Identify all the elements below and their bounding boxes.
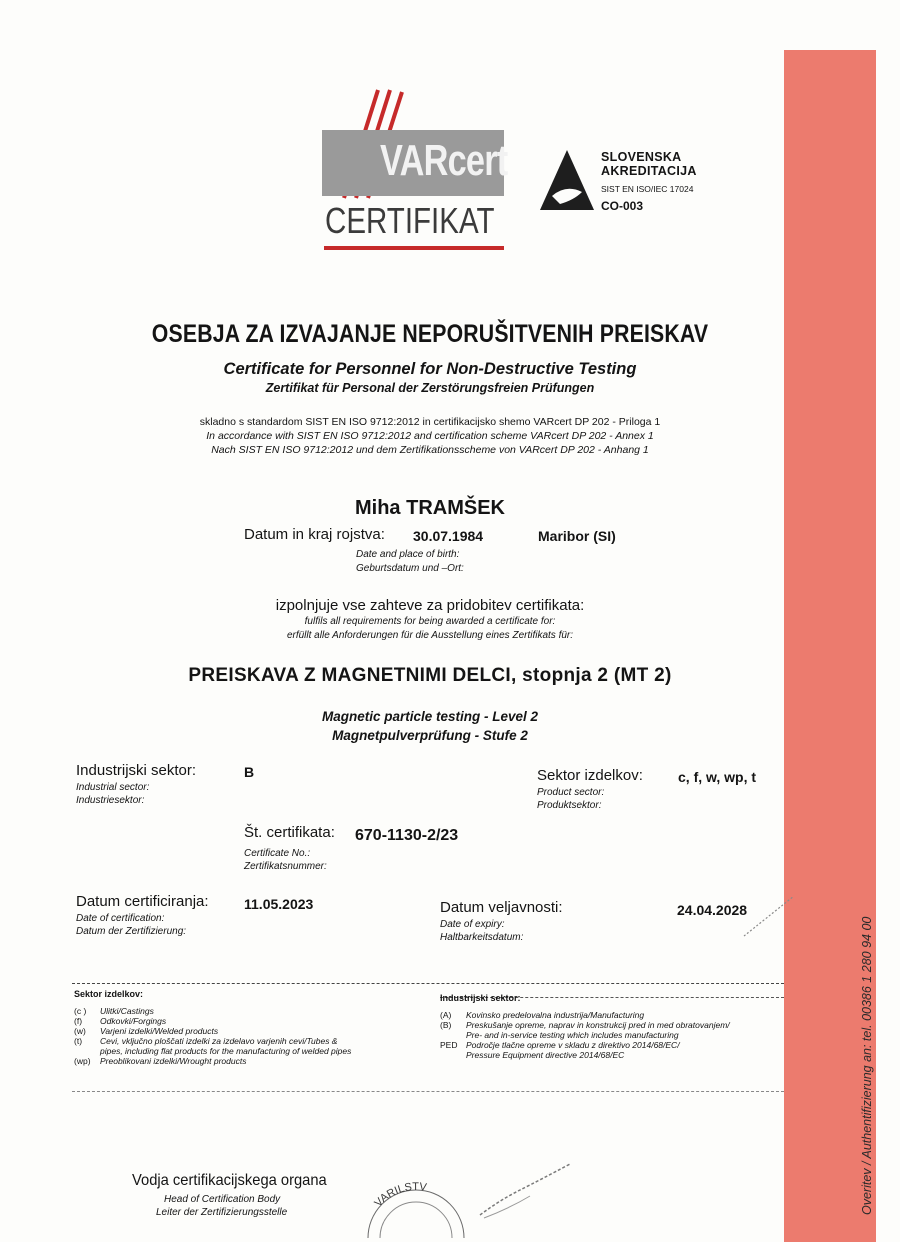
method-de: Magnetpulverprüfung - Stufe 2: [332, 728, 528, 743]
certificate-no-label-de: Zertifikatsnummer:: [244, 861, 327, 872]
legend-industry-heading: Industrijski sektor:: [440, 993, 521, 1003]
list-item: (w) Varjeni izdelki/Welded products: [74, 1026, 219, 1036]
list-item: pipes, including flat products for the manufacturing of welded pipes: [100, 1046, 352, 1056]
birth-label-de: Geburtsdatum und –Ort:: [356, 563, 464, 574]
list-item: (f) Odkovki/Forgings: [74, 1016, 167, 1026]
birth-label-en: Date and place of birth:: [356, 549, 460, 560]
list-item: (wp) Preoblikovani izdelki/Wrought products: [74, 1056, 247, 1066]
accreditation-number: CO-003: [601, 199, 644, 213]
svg-text:VARILSTV: VARILSTV: [372, 1180, 428, 1210]
birth-place: Maribor (SI): [538, 528, 616, 544]
legend-product-heading: Sektor izdelkov:: [74, 989, 144, 999]
holder-name: Miha TRAMŠEK: [355, 497, 505, 519]
certificate-no-label: Št. certifikata:: [244, 824, 335, 841]
product-sector-label: Sektor izdelkov:: [537, 767, 643, 784]
industry-sector-label-de: Industriesektor:: [76, 795, 145, 806]
title-slovenian: OSEBJA ZA IZVAJANJE NEPORUŠITVENIH PREISKAV: [151, 320, 709, 348]
method-en: Magnetic particle testing - Level 2: [321, 709, 539, 724]
certification-date-label: Datum certificiranja:: [76, 893, 209, 910]
standard-line-de: Nach SIST EN ISO 9712:2012 und dem Zertifikationsscheme von VARcert DP 202 - Anhang 1: [211, 444, 649, 456]
signature-label-de: Leiter der Zertifizierungsstelle: [156, 1207, 288, 1218]
signature-label: Vodja certifikacijskega organa: [132, 1172, 327, 1189]
expiry-date-label-en: Date of expiry:: [440, 919, 505, 930]
authentication-phone-text: Overitev / Authentifizierung an: tel. 00386 1 280 94 00: [860, 916, 874, 1215]
logo-subtitle: CERTIFIKAT: [325, 200, 495, 241]
expiry-date-value: 24.04.2028: [677, 902, 748, 918]
list-item: (t) Cevi, vključno ploščati izdelki za izdelavo varjenih cevi/Tubes &: [74, 1036, 338, 1046]
list-item: Pre- and in-service testing which includes manufacturing: [466, 1030, 679, 1040]
standard-line-en: In accordance with SIST EN ISO 9712:2012 and certification scheme VARcert DP 202 - Annex 1: [206, 430, 654, 442]
birth-label: Datum in kraj rojstva:: [244, 526, 385, 543]
product-sector-label-de: Produktsektor:: [537, 800, 602, 811]
title-english: Certificate for Personnel for Non-Destructive Testing: [223, 360, 637, 378]
industry-sector-value: B: [244, 764, 255, 780]
signature-label-en: Head of Certification Body: [164, 1194, 281, 1205]
expiry-date-label-de: Haltbarkeitsdatum:: [440, 932, 524, 943]
title-german: Zertifikat für Personal der Zerstörungsfreien Prüfungen: [265, 381, 595, 395]
logo-underline: [324, 246, 504, 250]
industry-sector-label-en: Industrial sector:: [76, 782, 150, 793]
accreditation-line2: AKREDITACIJA: [601, 164, 697, 178]
product-sector-value: c, f, w, wp, t: [678, 769, 757, 785]
legend-bottom-divider: [72, 1091, 784, 1092]
product-sector-label-en: Product sector:: [537, 787, 605, 798]
certificate-no-label-en: Certificate No.:: [244, 848, 311, 859]
accreditation-triangle-icon: [538, 148, 596, 214]
certification-date-value: 11.05.2023: [244, 896, 314, 912]
industry-sector-label: Industrijski sektor:: [76, 762, 197, 779]
certification-date-label-en: Date of certification:: [76, 913, 165, 924]
birth-date: 30.07.1984: [413, 528, 484, 544]
certification-date-label-de: Datum der Zertifizierung:: [76, 926, 187, 937]
legend-industry-list: [440, 1010, 730, 1060]
list-item: (A) Kovinsko predelovalna industrija/Manufacturing: [440, 1010, 645, 1020]
list-item: Pressure Equipment directive 2014/68/EC: [466, 1050, 625, 1060]
standard-line-sl: skladno s standardom SIST EN ISO 9712:2012 in certifikacijsko shemo VARcert DP 202 - Priloga 1: [199, 416, 661, 428]
legend-product-list: [74, 1006, 351, 1066]
certificate-no-value: 670-1130-2/23: [355, 827, 459, 844]
seal-stamp-icon: [360, 1180, 470, 1240]
legend-top-divider: [72, 983, 784, 984]
list-item: (B) Preskušanje opreme, naprav in konstrukcij pred in med obratovanjem/: [440, 1020, 730, 1030]
pen-mark-icon: [740, 890, 800, 940]
fulfils-sl: izpolnjuje vse zahteve za pridobitev certifikata:: [275, 597, 585, 614]
fulfils-en: fulfils all requirements for being awarded a certificate for:: [304, 616, 556, 627]
list-item: (c ) Ulitki/Castings: [74, 1006, 154, 1016]
handwritten-signature-icon: [470, 1160, 580, 1220]
accreditation-standard: SIST EN ISO/IEC 17024: [601, 184, 694, 194]
fulfils-de: erfüllt alle Anforderungen für die Ausstellung eines Zertifikats für:: [286, 630, 574, 641]
accreditation-line1: SLOVENSKA: [601, 150, 682, 164]
logo-name: VARcert: [380, 136, 508, 185]
expiry-date-label: Datum veljavnosti:: [440, 899, 563, 916]
method-title: PREISKAVA Z MAGNETNIMI DELCI, stopnja 2 (MT 2): [188, 665, 672, 686]
list-item: PED Področje tlačne opreme v skladu z direktivo 2014/68/EC/: [440, 1040, 680, 1050]
